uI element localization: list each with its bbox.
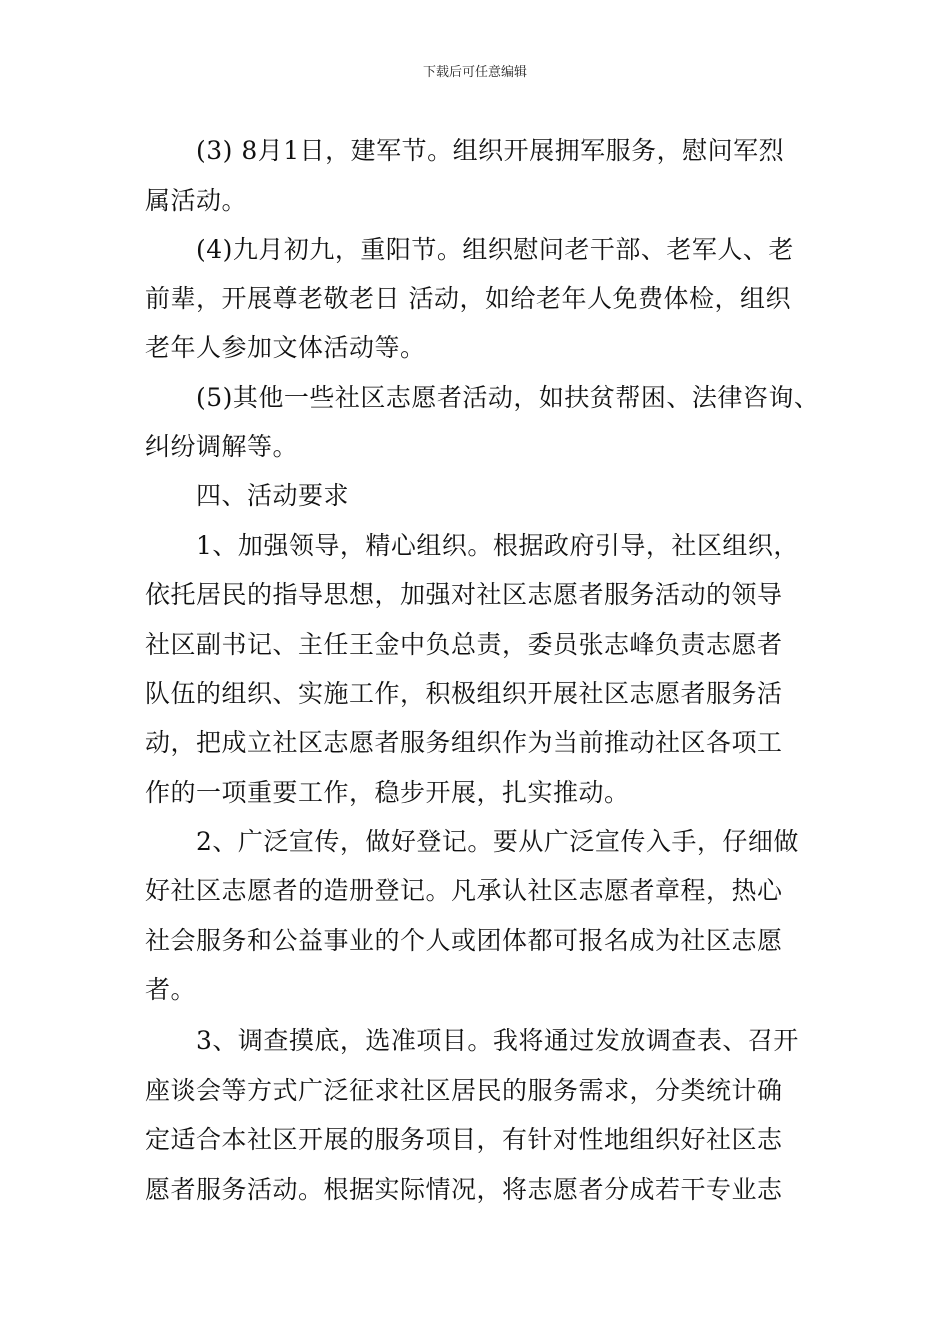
page-header: 下载后可任意编辑 xyxy=(422,65,527,80)
text-line: 社会服务和公益事业的个人或团体都可报名成为社区志愿 xyxy=(145,926,783,955)
text-line: 前辈，开展尊老敬老日 活动，如给老年人免费体检，组织 xyxy=(145,284,791,313)
text-line: 动，把成立社区志愿者服务组织作为当前推动社区各项工 xyxy=(145,728,783,757)
text-line: 定适合本社区开展的服务项目，有针对性地组织好社区志 xyxy=(145,1125,783,1154)
text-line: 2、广泛宣传，做好登记。要从广泛宣传入手，仔细做 xyxy=(196,827,799,856)
section-heading: 四、活动要求 xyxy=(196,481,350,510)
text-line: 作的一项重要工作，稳步开展，扎实推动。 xyxy=(145,778,630,807)
text-line: 社区副书记、主任王金中负总责，委员张志峰负责志愿者 xyxy=(145,630,783,659)
text-line: (5)其他一些社区志愿者活动，如扶贫帮困、法律咨询、 xyxy=(196,383,820,412)
text-line: 老年人参加文体活动等。 xyxy=(145,333,426,362)
text-line: 好社区志愿者的造册登记。凡承认社区志愿者章程，热心 xyxy=(145,876,783,905)
text-line: 者。 xyxy=(145,975,197,1004)
text-line: 愿者服务活动。根据实际情况，将志愿者分成若干专业志 xyxy=(145,1175,783,1204)
text-line: 1、加强领导，精心组织。根据政府引导，社区组织， xyxy=(196,531,799,560)
text-line: (4)九月初九，重阳节。组织慰问老干部、老军人、老 xyxy=(196,235,794,264)
text-line: 纠纷调解等。 xyxy=(145,432,299,461)
text-line: 座谈会等方式广泛征求社区居民的服务需求，分类统计确 xyxy=(145,1076,783,1105)
text-line: 队伍的组织、实施工作，积极组织开展社区志愿者服务活 xyxy=(145,679,783,708)
text-line: 3、调查摸底，选准项目。我将通过发放调查表、召开 xyxy=(196,1026,799,1055)
text-line: 依托居民的指导思想，加强对社区志愿者服务活动的领导 xyxy=(145,580,783,609)
text-line: 属活动。 xyxy=(145,186,248,215)
text-line: (3) 8月1日，建军节。组织开展拥军服务，慰问军烈 xyxy=(196,136,785,165)
